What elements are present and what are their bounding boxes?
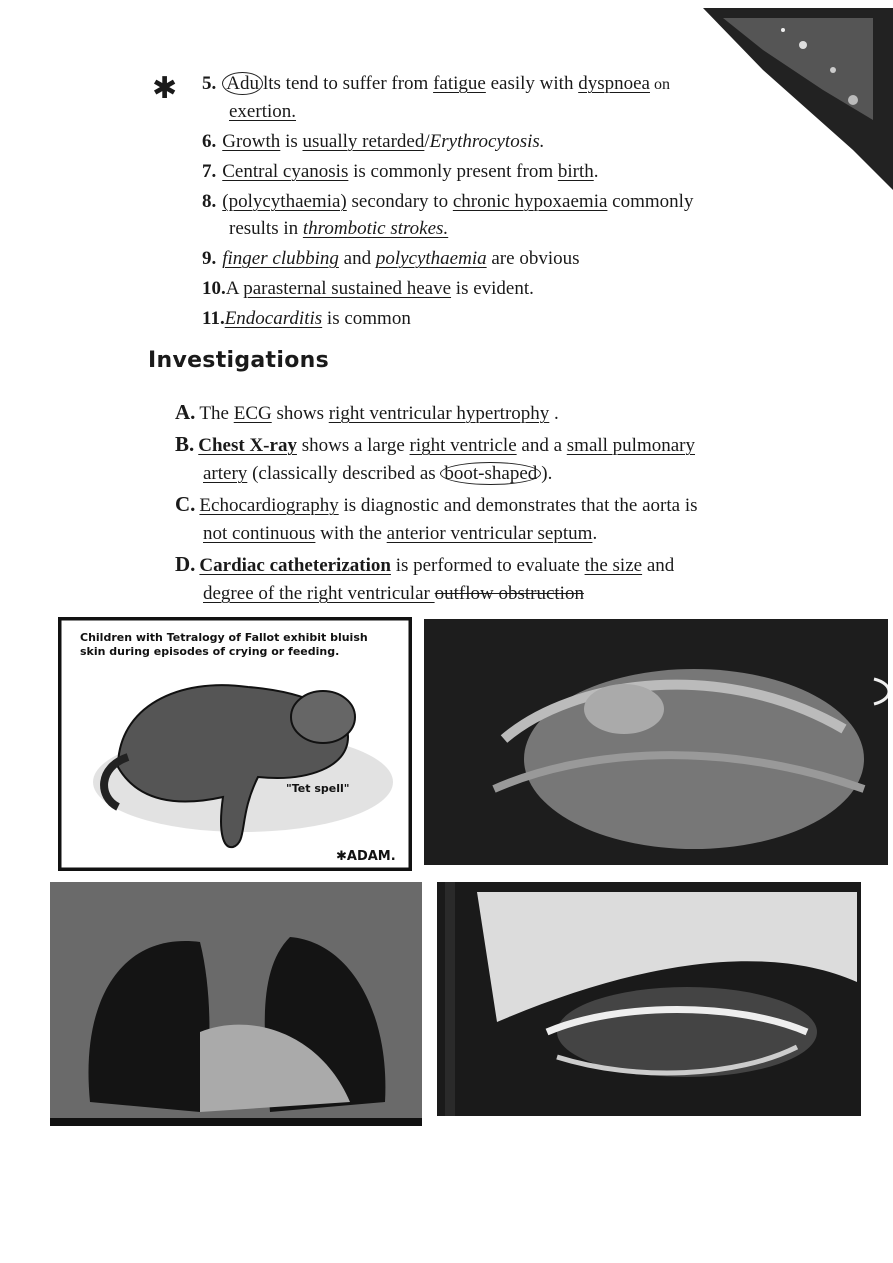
echocardiogram-image [437,882,861,1116]
feature-item-5: 5. Adu lts tend to suffer from fatigue easily with dyspnoea on exertion. [202,73,670,122]
echocardiogram-drawing [437,882,861,1116]
margin-asterisk-icon: ✱ [152,71,178,106]
feature-item-7: 7. Central cyanosis is commonly present from birth. [202,161,599,182]
tet-spell-label: "Tet spell" [286,782,350,795]
angiogram-drawing [424,619,888,865]
tet-spell-illustration [58,617,412,871]
feature-item-11: 11.Endocarditis is common [202,308,411,329]
investigations-list [175,398,875,610]
investigation-item-d: D. Cardiac catheterization is performed to evaluate the size and degree of the right ventricular outflow obstruction [175,552,675,604]
chest-xray-image [50,882,422,1126]
feature-item-6: 6. Growth is usually retarded/Erythrocytosis. [202,131,545,152]
section-title-investigations: Investigations [148,348,329,373]
feature-item-9: 9. finger clubbing and polycythaemia are obvious [202,248,580,269]
angiogram-image [424,619,888,865]
feature-item-8: 8. (polycythaemia) secondary to chronic hypoxaemia commonly results in thrombotic strokes. [202,191,694,239]
clinical-features-list [202,70,892,335]
figure-caption: Children with Tetralogy of Fallot exhibit bluish skin during episodes of crying or feeding. [80,631,368,658]
feature-item-10: 10.A parasternal sustained heave is evident. [202,278,534,299]
investigation-item-c: C. Echocardiography is diagnostic and demonstrates that the aorta is not continuous with the anterior ventricular septum. [175,492,698,544]
investigation-item-b: B. Chest X-ray shows a large right ventricle and a small pulmonary artery (classically described as boot-shaped ). [175,432,695,484]
investigation-item-a: A. The ECG shows right ventricular hypertrophy . [175,400,559,424]
adam-credit-logo: ✱ADAM. [336,849,396,864]
chest-xray-drawing [50,882,422,1126]
